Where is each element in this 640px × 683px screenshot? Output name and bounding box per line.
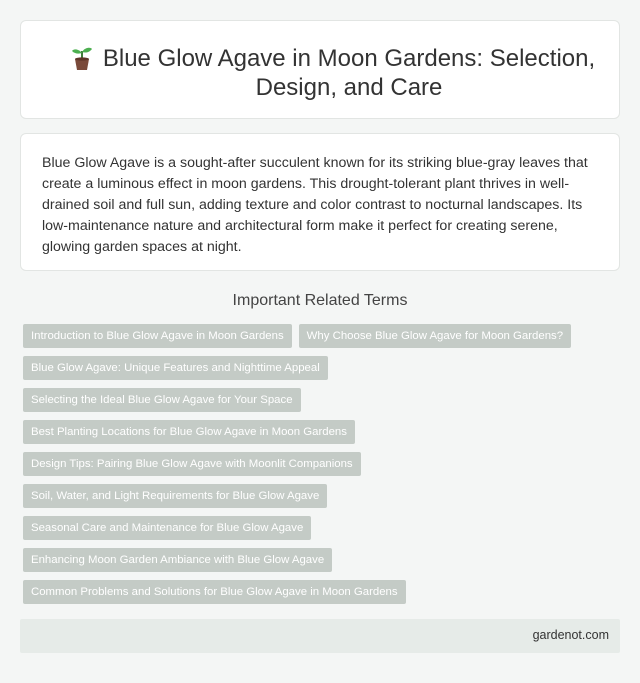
intro-paragraph: Blue Glow Agave is a sought-after succulent known for its striking blue-gray leaves that create a luminous effect in moon gardens. This drought-tolerant plant thrives in well-drained soil and full sun, adding texture and color contrast to nocturnal landscapes. Its low-maintenance nature and architectural form make it perfect for creating serene, glowing garden spaces at night. — [42, 155, 588, 255]
related-term-link[interactable]: Introduction to Blue Glow Agave in Moon Gardens — [23, 324, 292, 348]
tag-row — [23, 484, 603, 508]
related-term-link[interactable]: Selecting the Ideal Blue Glow Agave for Your Space — [23, 388, 301, 412]
tag-row — [23, 516, 603, 540]
related-terms-list — [23, 324, 603, 612]
page-title: Blue Glow Agave in Moon Gardens: Selection, Design, and Care — [102, 45, 596, 101]
related-term-link[interactable]: Enhancing Moon Garden Ambiance with Blue Glow Agave — [23, 548, 332, 572]
tag-row — [23, 548, 603, 572]
footer — [20, 619, 620, 653]
tag-row — [23, 420, 603, 444]
related-term-link[interactable]: Design Tips: Pairing Blue Glow Agave with Moonlit Companions — [23, 452, 361, 476]
tag-row — [23, 356, 603, 380]
intro-card — [20, 133, 620, 271]
related-term-link[interactable]: Best Planting Locations for Blue Glow Agave in Moon Gardens — [23, 420, 355, 444]
related-term-link[interactable]: Soil, Water, and Light Requirements for Blue Glow Agave — [23, 484, 327, 508]
tag-row — [23, 388, 603, 412]
related-term-link[interactable]: Why Choose Blue Glow Agave for Moon Gardens? — [299, 324, 571, 348]
related-term-link[interactable]: Blue Glow Agave: Unique Features and Nighttime Appeal — [23, 356, 328, 380]
tag-row — [23, 580, 603, 604]
related-term-link[interactable]: Seasonal Care and Maintenance for Blue Glow Agave — [23, 516, 311, 540]
related-term-link[interactable]: Common Problems and Solutions for Blue Glow Agave in Moon Gardens — [23, 580, 406, 604]
tag-row — [23, 324, 603, 348]
header-card — [20, 20, 620, 119]
site-link[interactable]: gardenot.com — [532, 628, 609, 642]
related-terms-heading: Important Related Terms — [232, 292, 408, 309]
tag-row — [23, 452, 603, 476]
